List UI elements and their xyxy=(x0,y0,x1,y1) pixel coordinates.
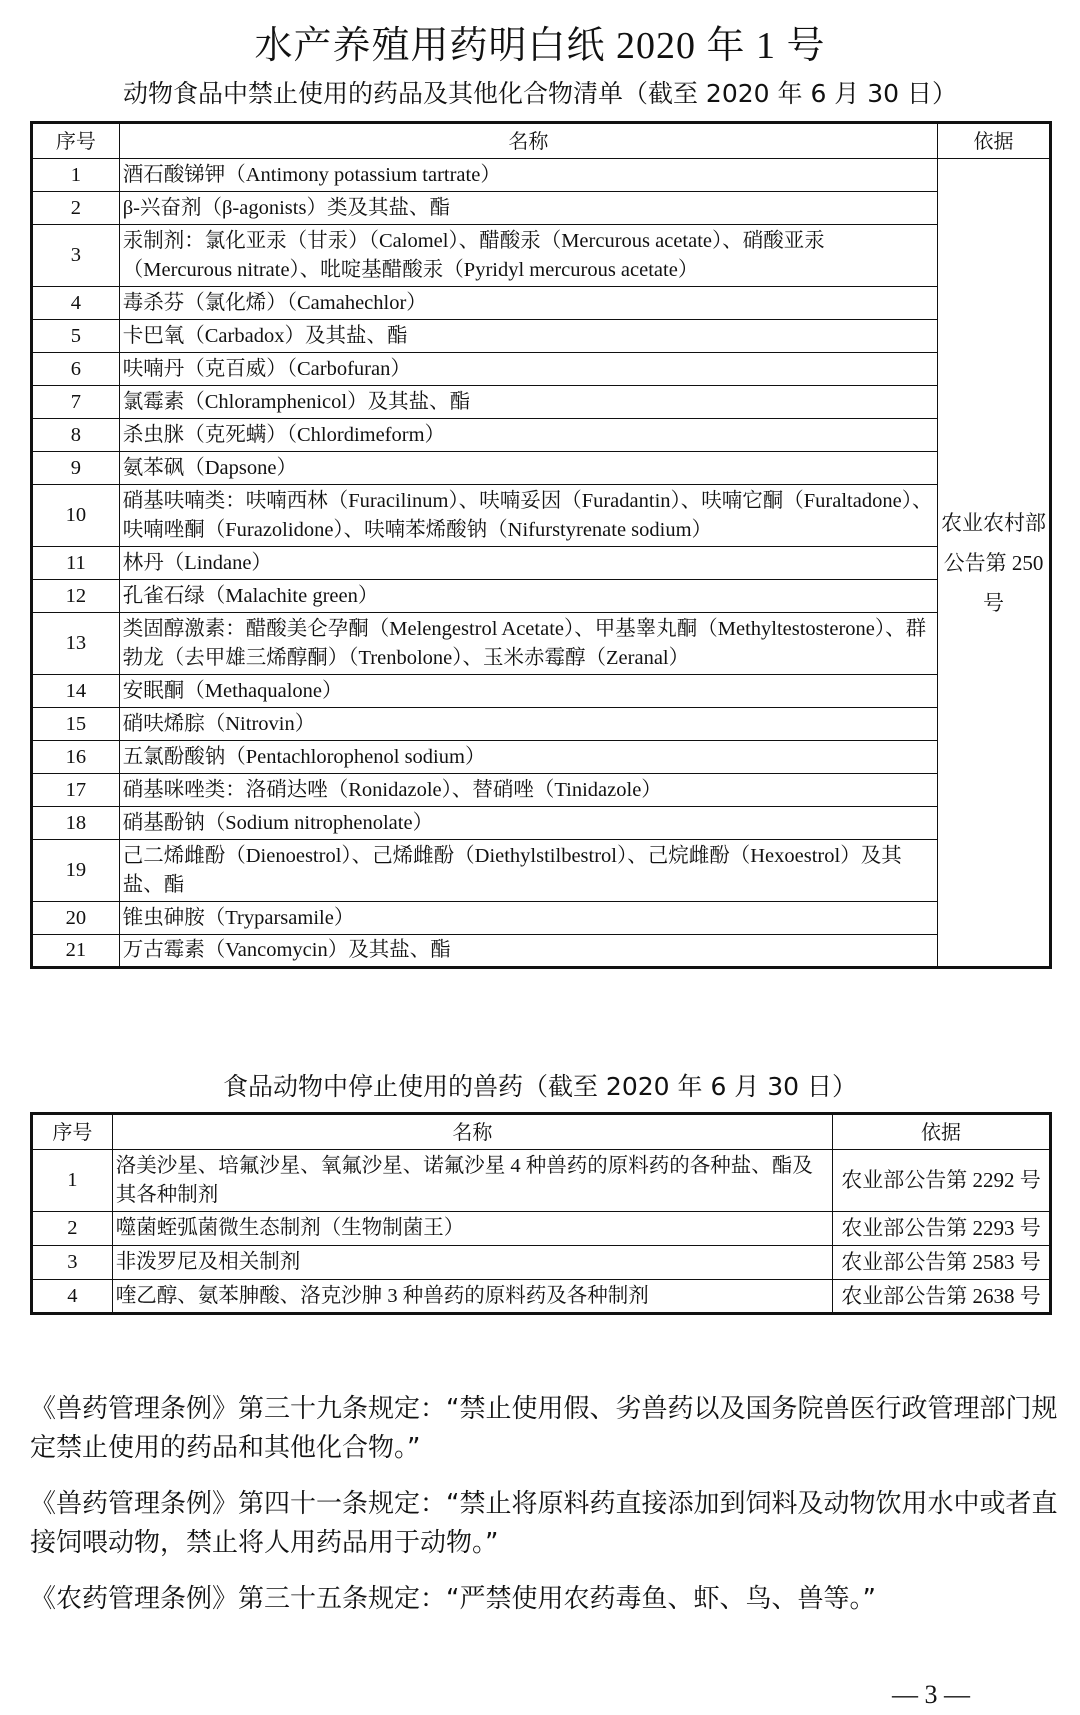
row-name: 孔雀石绿（Malachite green） xyxy=(119,580,937,613)
row-number: 15 xyxy=(32,708,120,741)
page-title: 水产养殖用药明白纸 2020 年 1 号 xyxy=(254,25,826,67)
table-row xyxy=(32,452,1051,485)
table-row xyxy=(32,675,1051,708)
row-name: 洛美沙星、培氟沙星、氧氟沙星、诺氟沙星 4 种兽药的原料药的各种盐、酯及其各种制剂 xyxy=(112,1150,832,1212)
row-name: 万古霉素（Vancomycin）及其盐、酯 xyxy=(119,935,937,968)
row-basis: 农业部公告第 2293 号 xyxy=(833,1212,1051,1246)
table-row xyxy=(32,192,1051,225)
row-number: 21 xyxy=(32,935,120,968)
table-row xyxy=(32,774,1051,807)
row-name: 呋喃丹（克百威）（Carbofuran） xyxy=(119,353,937,386)
table-row xyxy=(32,159,1051,192)
header-no: 序号 xyxy=(32,123,120,159)
row-name: 硝基咪唑类：洛硝达唑（Ronidazole）、替硝唑（Tinidazole） xyxy=(119,774,937,807)
table-row xyxy=(32,287,1051,320)
header-basis: 依据 xyxy=(938,123,1051,159)
table-row xyxy=(32,580,1051,613)
row-number: 1 xyxy=(32,1150,113,1212)
row-number: 3 xyxy=(32,1246,113,1280)
row-name: 己二烯雌酚（Dienoestrol）、己烯雌酚（Diethylstilbestrol）、己烷雌酚（Hexoestrol）及其盐、酯 xyxy=(119,840,937,902)
row-number: 4 xyxy=(32,1280,113,1314)
regulation-paragraph-1: 《兽药管理条例》第三十九条规定：“禁止使用假、劣兽药以及国务院兽医行政管理部门规定禁止使用的药品和其他化合物。” xyxy=(30,1394,1058,1463)
row-number: 19 xyxy=(32,840,120,902)
table-row xyxy=(32,353,1051,386)
row-name: 类固醇激素：醋酸美仑孕酮（Melengestrol Acetate）、甲基睾丸酮（Methyltestosterone）、群勃龙（去甲雄三烯醇酮）（Trenbolone）、玉米赤霉醇（Zeranal） xyxy=(119,613,937,675)
row-number: 14 xyxy=(32,675,120,708)
suspended-drugs-table xyxy=(30,1112,1052,1315)
header-name: 名称 xyxy=(119,123,937,159)
row-name: 硝呋烯腙（Nitrovin） xyxy=(119,708,937,741)
row-name: 非泼罗尼及相关制剂 xyxy=(112,1246,832,1280)
row-number: 3 xyxy=(32,225,120,287)
table-row xyxy=(32,708,1051,741)
table-row xyxy=(32,1212,1051,1246)
row-number: 2 xyxy=(32,1212,113,1246)
row-name: 噬菌蛭弧菌微生态制剂（生物制菌王） xyxy=(112,1212,832,1246)
table-row xyxy=(32,320,1051,353)
row-number: 18 xyxy=(32,807,120,840)
row-name: 喹乙醇、氨苯胂酸、洛克沙胂 3 种兽药的原料药及各种制剂 xyxy=(112,1280,832,1314)
row-name: 酒石酸锑钾（Antimony potassium tartrate） xyxy=(119,159,937,192)
table-header-row xyxy=(32,1114,1051,1150)
regulation-paragraph-3: 《农药管理条例》第三十五条规定：“严禁使用农药毒鱼、虾、鸟、兽等。” xyxy=(30,1584,876,1614)
row-number: 2 xyxy=(32,192,120,225)
row-name: 五氯酚酸钠（Pentachlorophenol sodium） xyxy=(119,741,937,774)
table-row xyxy=(32,485,1051,547)
row-number: 6 xyxy=(32,353,120,386)
row-number: 16 xyxy=(32,741,120,774)
row-name: 硝基呋喃类：呋喃西林（Furacilinum）、呋喃妥因（Furadantin）、呋喃它酮（Furaltadone）、呋喃唑酮（Furazolidone）、呋喃苯烯酸钠（Nifurstyrenate sodium） xyxy=(119,485,937,547)
table-row xyxy=(32,1280,1051,1314)
table-row xyxy=(32,225,1051,287)
table-row xyxy=(32,840,1051,902)
header-name: 名称 xyxy=(112,1114,832,1150)
row-name: 杀虫脒（克死螨）（Chlordimeform） xyxy=(119,419,937,452)
table-header-row xyxy=(32,123,1051,159)
table2-caption: 食品动物中停止使用的兽药（截至 2020 年 6 月 30 日） xyxy=(222,1072,858,1101)
header-basis: 依据 xyxy=(833,1114,1051,1150)
row-number: 8 xyxy=(32,419,120,452)
row-basis: 农业农村部公告第 250 号 xyxy=(938,159,1051,968)
table-row xyxy=(32,419,1051,452)
table-row xyxy=(32,1150,1051,1212)
row-number: 17 xyxy=(32,774,120,807)
table-row xyxy=(32,547,1051,580)
row-basis: 农业部公告第 2583 号 xyxy=(833,1246,1051,1280)
prohibited-drugs-table xyxy=(30,121,1052,969)
header-no: 序号 xyxy=(32,1114,113,1150)
table1-caption: 动物食品中禁止使用的药品及其他化合物清单（截至 2020 年 6 月 30 日） xyxy=(122,79,958,108)
row-number: 12 xyxy=(32,580,120,613)
regulation-paragraph-2: 《兽药管理条例》第四十一条规定：“禁止将原料药直接添加到饲料及动物饮用水中或者直接饲喂动物，禁止将人用药品用于动物。” xyxy=(30,1489,1058,1558)
row-number: 9 xyxy=(32,452,120,485)
row-name: 氨苯砜（Dapsone） xyxy=(119,452,937,485)
row-basis: 农业部公告第 2638 号 xyxy=(833,1280,1051,1314)
row-number: 13 xyxy=(32,613,120,675)
table-row xyxy=(32,386,1051,419)
row-number: 20 xyxy=(32,902,120,935)
row-number: 7 xyxy=(32,386,120,419)
row-name: 安眠酮（Methaqualone） xyxy=(119,675,937,708)
row-number: 5 xyxy=(32,320,120,353)
row-name: 林丹（Lindane） xyxy=(119,547,937,580)
row-name: 硝基酚钠（Sodium nitrophenolate） xyxy=(119,807,937,840)
table-row xyxy=(32,613,1051,675)
row-name: 毒杀芬（氯化烯）（Camahechlor） xyxy=(119,287,937,320)
row-number: 4 xyxy=(32,287,120,320)
row-name: 氯霉素（Chloramphenicol）及其盐、酯 xyxy=(119,386,937,419)
page-number: — 3 — xyxy=(892,1680,970,1709)
row-basis: 农业部公告第 2292 号 xyxy=(833,1150,1051,1212)
table-row xyxy=(32,741,1051,774)
row-name: 汞制剂：氯化亚汞（甘汞）（Calomel）、醋酸汞（Mercurous acetate）、硝酸亚汞（Mercurous nitrate）、吡啶基醋酸汞（Pyridyl mercurous acetate） xyxy=(119,225,937,287)
table-row xyxy=(32,902,1051,935)
row-number: 10 xyxy=(32,485,120,547)
row-name: β-兴奋剂（β-agonists）类及其盐、酯 xyxy=(119,192,937,225)
row-number: 1 xyxy=(32,159,120,192)
row-name: 卡巴氧（Carbadox）及其盐、酯 xyxy=(119,320,937,353)
table-row xyxy=(32,807,1051,840)
row-number: 11 xyxy=(32,547,120,580)
table-row xyxy=(32,1246,1051,1280)
row-name: 锥虫砷胺（Tryparsamile） xyxy=(119,902,937,935)
table-row xyxy=(32,935,1051,968)
